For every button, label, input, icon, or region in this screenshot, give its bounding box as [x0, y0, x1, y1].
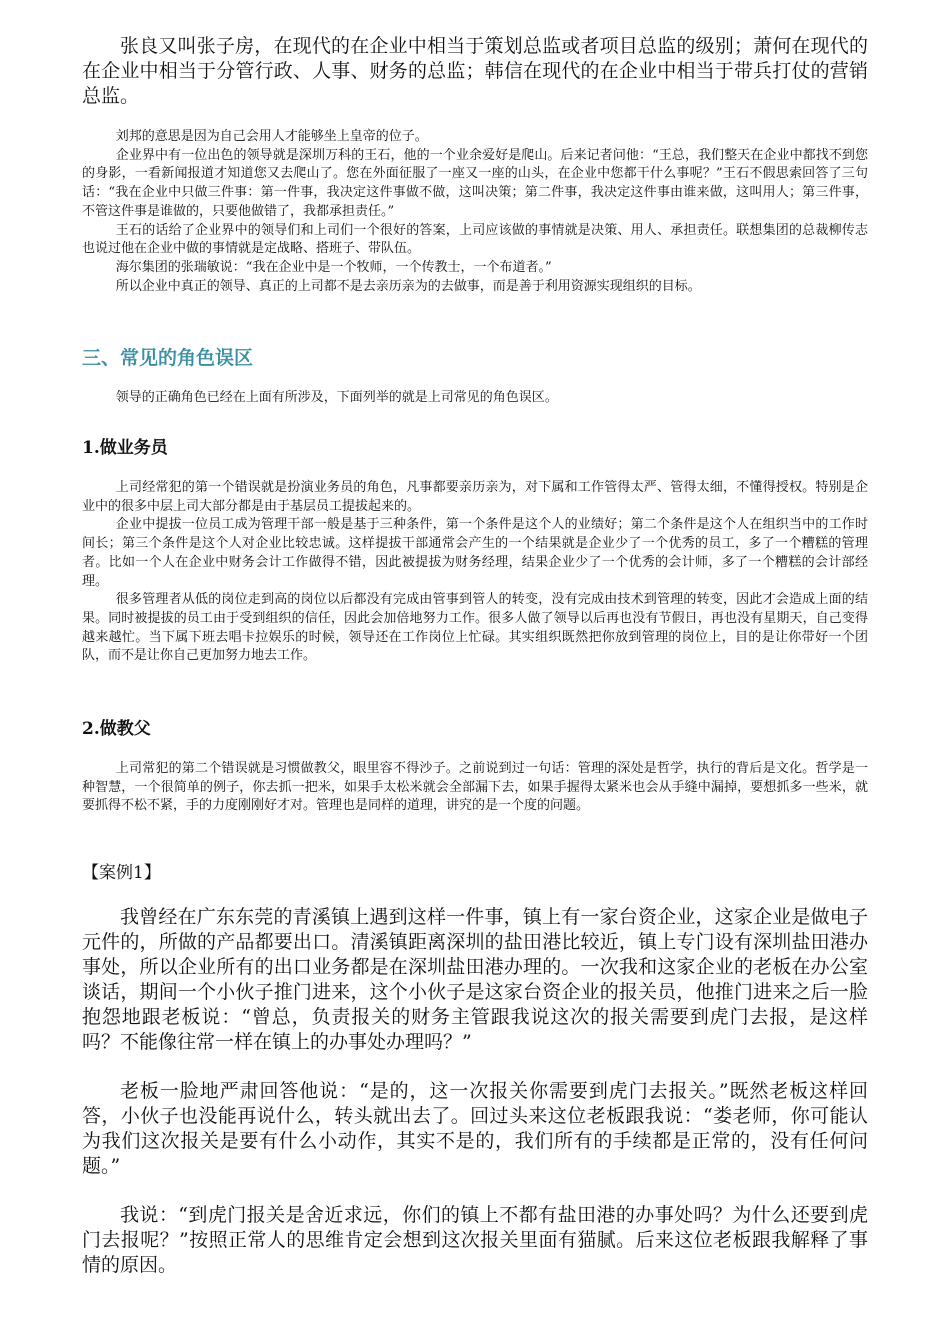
- case-1-body: [82, 905, 868, 1278]
- leaders-paragraph-4: 海尔集团的张瑞敏说：“我在企业中是一个牧师，一个传教士，一个布道者。”: [115, 259, 552, 275]
- leaders-paragraph-3: 王石的话给了企业界中的领导们和上司们一个很好的答案，上司应该做的事情就是决策、用人、承担责任。联想集团的总裁柳传志也说过他在企业中做的事情就是定战略、搭班子、带队伍。: [82, 222, 868, 257]
- leaders-paragraph-2: 企业界中有一位出色的领导就是深圳万科的王石，他的一个业余爱好是爬山。后来记者问他：“王总，我们整天在企业中都找不到您的身影，一看新闻报道才知道您又去爬山了。您在外面征服了一座又一座的山头，在企业中您都干什么事呢？”王石不假思索回答了三句话：“我在企业中只做三件事：第一件事，我决定这件事做不做，这叫决策；第二件事，我决定这件事由谁来做，这叫用人；第三件事，不管这件事是谁做的，只要他做错了，我都承担责任。”: [82, 147, 868, 219]
- case-1-paragraph-3: 我说：“到虎门报关是舍近求远，你们的镇上不都有盐田港的办事处吗？为什么还要到虎门去报呢？”按照正常人的思维肯定会想到这次报关里面有猫腻。后来这位老板跟我解释了事情的原因。: [82, 1204, 868, 1276]
- subsection-1-paragraph-1: 上司经常犯的第一个错误就是扮演业务员的角色，凡事都要亲历亲为，对下属和工作管得太严、管得太细，不懂得授权。特别是企业中的很多中层上司大部分都是由于基层员工提拔起来的。: [82, 480, 868, 514]
- leaders-paragraph-1: 刘邦的意思是因为自己会用人才能够坐上皇帝的位子。: [115, 129, 428, 144]
- leaders-section: [82, 128, 868, 296]
- section-3-title: 三、常见的角色误区: [82, 347, 254, 369]
- case-1-paragraph-1: 我曾经在广东东莞的青溪镇上遇到这样一件事，镇上有一家台资企业，这家企业是做电子元件的，所做的产品都要出口。清溪镇距离深圳的盐田港比较近，镇上专门设有深圳盐田港办事处，所以企业所有的出口业务都是在深圳盐田港办理的。一次我和这家企业的老板在办公室谈话，期间一个小伙子推门进来，这个小伙子是这家台资企业的报关员，他推门进来之后一脸抱怨地跟老板说：“曾总，负责报关的财务主管跟我说这次的报关需要到虎门去报，是这样吗？不能像往常一样在镇上的办事处办理吗？”: [82, 906, 868, 1053]
- leaders-paragraph-5: 所以企业中真正的领导、真正的上司都不是去亲历亲为的去做事，而是善于利用资源实现组织的目标。: [115, 278, 701, 294]
- section-3-intro: [82, 389, 868, 408]
- subsection-1-title: 1.做业务员: [82, 438, 168, 458]
- subsection-2-body: [82, 760, 868, 816]
- intro-section: [82, 34, 868, 109]
- subsection-1-paragraph-2: 企业中提拔一位员工成为管理干部一般是基于三种条件，第一个条件是这个人的业绩好；第二个条件是这个人在组织当中的工作时间长；第三个条件是这个人对企业比较忠诚。这样提拔干部通常会产生的一个结果就是企业少了一个优秀的员工，多了一个糟糕的管理者。比如一个人在企业中财务会计工作做得不错，因此被提拔为财务经理，结果企业少了一个优秀的会计师，多了一个糟糕的会计部经理。: [82, 517, 868, 589]
- section-3-intro-paragraph: 领导的正确角色已经在上面有所涉及，下面列举的就是上司常见的角色误区。: [115, 390, 558, 405]
- case-1-label: 【案例1】: [82, 863, 161, 883]
- subsection-1-paragraph-3: 很多管理者从低的岗位走到高的岗位以后都没有完成由管事到管人的转变，没有完成由技术到管理的转变，因此才会造成上面的结果。同时被提拔的员工由于受到组织的信任，因此会加倍地努力工作。很多人做了领导以后再也没有节假日，再也没有星期天，自己变得越来越忙。当下属下班去唱卡拉娱乐的时候，领导还在工作岗位上忙碌。其实组织既然把你放到管理的岗位上，目的是让你带好一个团队，而不是让你自己更加努力地去工作。: [82, 592, 868, 664]
- subsection-2-paragraph-1: 上司常犯的第二个错误就是习惯做教父，眼里容不得沙子。之前说到过一句话：管理的深处是哲学，执行的背后是文化。哲学是一种智慧，一个很简单的例子，你去抓一把米，如果手太松米就会全部漏下去，如果手握得太紧米也会从手缝中漏掉，要想抓多一些米，就要抓得不松不紧，手的力度刚刚好才对。管理也是同样的道理，讲究的是一个度的问题。: [82, 761, 868, 814]
- intro-paragraph: 张良又叫张子房，在现代的在企业中相当于策划总监或者项目总监的级别；萧何在现代的在企业中相当于分管行政、人事、财务的总监；韩信在现代的在企业中相当于带兵打仗的营销总监。: [82, 35, 868, 107]
- case-1-paragraph-2: 老板一脸地严肃回答他说：“是的，这一次报关你需要到虎门去报关。”既然老板这样回答，小伙子也没能再说什么，转头就出去了。回过头来这位老板跟我说：“娄老师，你可能认为我们这次报关是要有什么小动作，其实不是的，我们所有的手续都是正常的，没有任何问题。”: [82, 1080, 868, 1177]
- subsection-1-body: [82, 479, 868, 666]
- subsection-2-title: 2.做教父: [82, 719, 151, 739]
